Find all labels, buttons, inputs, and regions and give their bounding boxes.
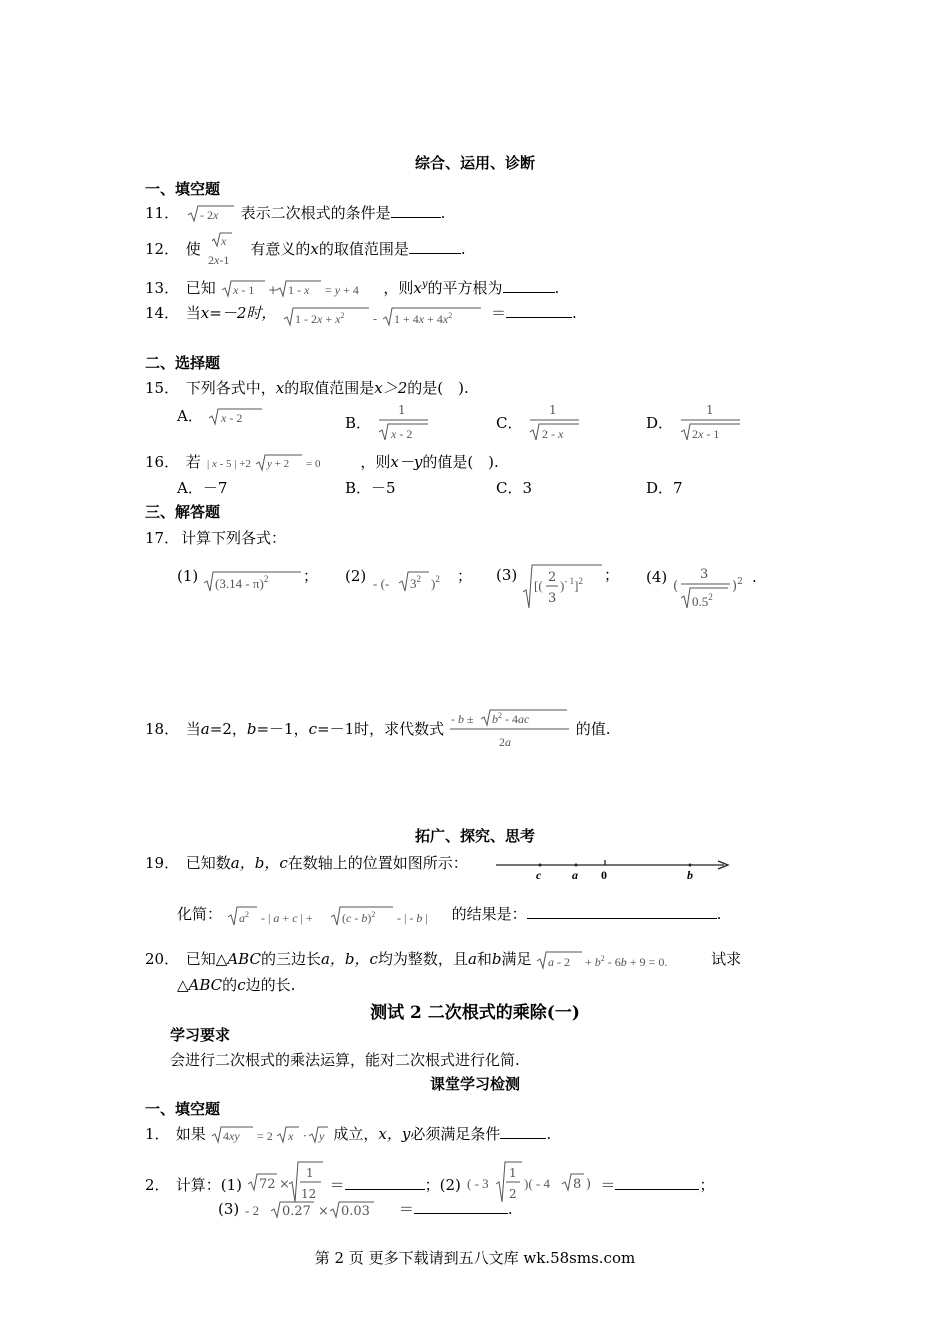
question-number: 11．	[145, 204, 180, 222]
section-title: 拓广、探究、思考	[414, 827, 535, 845]
svg-text:2a: 2a	[498, 735, 511, 749]
svg-text:a - 2: a - 2	[548, 955, 571, 969]
svg-text:×: ×	[318, 1204, 329, 1219]
question-number: 20．	[145, 950, 180, 968]
sqrt-expression	[203, 567, 303, 593]
answer-blank[interactable]	[345, 1175, 425, 1190]
question-19-line2: 化简： $a^2$ - | a + c | + (c - b)$^2$ - | - b | 的结果是： .	[177, 905, 722, 925]
q17-item-3: (3) [( 2 3 )$^{- 1}$]$^2$ ；	[496, 562, 619, 610]
question-number: 1．	[145, 1125, 170, 1143]
svg-text:)2: )$^2$	[732, 577, 743, 594]
svg-text:4xy: 4xy	[222, 1129, 240, 1143]
question-13: 13． 已知 x - 1 + 1 - x = y + 4 ，则$x^y$的平方根为 .	[145, 279, 560, 297]
svg-text:2x - 1: 2x - 1	[691, 427, 720, 441]
question-number: 13．	[145, 279, 180, 297]
svg-text:-: -	[373, 312, 378, 326]
svg-text:y: y	[318, 1129, 324, 1143]
q17-item-2: (2) - (- $3^2$ )$^2$ ；	[345, 567, 473, 591]
fraction-expression	[206, 230, 246, 268]
part-heading-fill: 一、填空题	[145, 180, 221, 198]
svg-text:- 2x: - 2x	[199, 208, 219, 222]
svg-text:): )	[585, 1177, 591, 1192]
svg-text:b2 - 4ac: $b^2 - 4ac$	[491, 711, 530, 726]
question-number: 19．	[145, 854, 180, 872]
answer-blank[interactable]	[391, 203, 441, 218]
svg-text:( - 3: ( - 3	[466, 1176, 489, 1191]
svg-text:1 + 4x + 4x2: $1 + 4x + 4x^2$	[394, 311, 453, 326]
question-15: 15． 下列各式中，x的取值范围是x＞2的是( ).	[145, 379, 469, 397]
svg-text:1: 1	[508, 1166, 517, 1180]
answer-blank[interactable]	[414, 1199, 508, 1214]
svg-text:)2: )$^2$	[431, 574, 440, 591]
axis-label: a	[572, 868, 578, 882]
svg-text:- (-: - (-	[373, 576, 390, 591]
question-1: 1． 如果 4xy = 2 x · y 成立，x，y必须满足条件 .	[145, 1125, 552, 1143]
option-b[interactable]: B． 1 x - 2	[345, 400, 432, 444]
condition-expression	[206, 453, 356, 473]
question-16: 16． 若 | x - 5 | +2 y + 2 = 0 ，则x－y的值是( ).	[145, 453, 499, 471]
svg-text:)( - 4: )( - 4	[523, 1176, 550, 1191]
question-20: 20． 已知△ABC的三边长a，b，c均为整数，且a和b满足 a - 2 + $b^2 - 6b + 9 = 0$. 试求	[145, 950, 742, 969]
question-number: 18．	[145, 720, 180, 738]
question-number: 12．	[145, 240, 180, 258]
option-a[interactable]: A． x - 2	[177, 405, 268, 427]
svg-text:3: 3	[700, 567, 709, 582]
svg-text:1: 1	[705, 403, 714, 417]
page-footer: 第 2 页 更多下载请到五八文库 wk.58sms.com	[314, 1249, 636, 1267]
question-18: 18． 当a=2，b=－1，c=－1时，求代数式 - b ± $b^2 - 4ac$ 2a 的值.	[145, 708, 610, 750]
svg-text:1: 1	[549, 403, 557, 417]
svg-text:1: 1	[305, 1166, 314, 1180]
fraction-expression	[678, 400, 744, 444]
svg-text:a2: $a^2$	[238, 910, 249, 925]
answer-blank[interactable]	[615, 1175, 699, 1190]
svg-text:0.52: $0.5^2$	[692, 592, 713, 609]
svg-text:| x - 5 | +2: | x - 5 | +2	[206, 458, 251, 470]
option-b[interactable]: B．－5	[345, 479, 396, 497]
requirement-text: 会进行二次根式的乘法运算，能对二次根式进行化简.	[170, 1051, 520, 1069]
fraction-expression	[376, 400, 432, 444]
answer-blank[interactable]	[409, 239, 461, 254]
svg-text:[(: [(	[534, 578, 543, 593]
fraction-expression	[672, 562, 752, 612]
question-number: 2．	[145, 1176, 170, 1194]
sqrt-equation	[211, 1125, 329, 1145]
fraction-expression	[449, 708, 571, 750]
svg-text:= 0: = 0	[305, 458, 321, 470]
sqrt-expression	[281, 304, 486, 328]
sqrt-expression	[186, 204, 236, 224]
svg-text:1 - 2x + x2: $1 - 2x + x^2$	[295, 311, 345, 326]
sqrt-expression	[208, 407, 268, 427]
option-a[interactable]: A．－7	[177, 479, 228, 497]
svg-text:0.03: 0.03	[341, 1204, 370, 1219]
svg-text:+: +	[267, 283, 278, 297]
option-c[interactable]: C． 1 2 - x	[496, 400, 583, 444]
question-14: 14． 当x=－2时， $1 - 2x + x^2$ - $1 + 4x + 4x^2$ ＝ .	[145, 304, 577, 326]
question-12: 12． 使 x 2x-1 有意义的x的取值范围是 .	[145, 230, 466, 268]
svg-text:0.27: 0.27	[282, 1204, 311, 1219]
section-title: 综合、运用、诊断	[414, 154, 535, 172]
question-number: 14．	[145, 304, 180, 322]
svg-text:y + 2: y + 2	[266, 458, 289, 470]
answer-blank[interactable]	[527, 904, 717, 919]
part-heading-answer: 三、解答题	[145, 503, 221, 521]
svg-text:1 - x: 1 - x	[287, 283, 309, 297]
answer-blank[interactable]	[500, 1124, 546, 1139]
svg-text:×: ×	[278, 1177, 290, 1192]
sqrt-equation	[221, 279, 379, 299]
condition-expression	[536, 949, 706, 971]
svg-text:72: 72	[258, 1177, 276, 1192]
question-text: 表示二次根式的条件是	[240, 204, 391, 222]
sqrt-expression	[522, 562, 604, 610]
svg-text:x - 2: x - 2	[220, 411, 242, 425]
svg-text:1: 1	[397, 403, 406, 417]
part-heading-choice: 二、选择题	[145, 354, 221, 372]
option-d[interactable]: D．7	[646, 479, 683, 497]
svg-text:- b ±: - b ±	[450, 712, 474, 726]
svg-text:12: 12	[300, 1187, 317, 1201]
svg-text:2: 2	[508, 1187, 517, 1201]
fraction-expression	[527, 400, 583, 444]
part-heading-fill: 一、填空题	[145, 1100, 221, 1118]
number-line	[492, 857, 732, 885]
svg-text:x - 2: x - 2	[390, 427, 413, 441]
q17-item-1: (1) (3.14 - π)$^2$ ；	[177, 567, 319, 591]
svg-text:)- 1]2: )$^{- 1}$]$^2$	[560, 576, 583, 593]
svg-text:- | - b |: - | - b |	[396, 911, 428, 925]
question-11: 11． - 2x 表示二次根式的条件是 .	[145, 204, 446, 222]
answer-blank[interactable]	[506, 303, 572, 318]
question-number: 17．	[145, 529, 180, 547]
answer-blank[interactable]	[503, 278, 555, 293]
sqrt-expression	[371, 567, 457, 593]
question-number: 16．	[145, 453, 180, 471]
question-number: 15．	[145, 379, 180, 397]
axis-label: b	[687, 868, 693, 882]
svg-text:2x-1: 2x-1	[207, 253, 229, 267]
svg-text:(3.14 - π)2: (3.14 - π)$^2$	[215, 574, 269, 591]
svg-text:x - 1: x - 1	[232, 283, 254, 297]
svg-text:32: $3^2$	[410, 574, 422, 591]
option-c[interactable]: C．3	[496, 479, 533, 497]
svg-text:x: x	[220, 234, 226, 248]
axis-label: 0	[601, 868, 607, 882]
q17-item-4: (4) ( 3 $0.5^2$ )$^2$ .	[646, 562, 757, 612]
svg-text:·: ·	[302, 1129, 307, 1143]
svg-text:2: 2	[548, 570, 557, 585]
question-19: 19． 已知数a，b，c在数轴上的位置如图所示：	[145, 854, 468, 872]
svg-text:2 - x: 2 - x	[542, 427, 564, 441]
svg-text:3: 3	[548, 591, 557, 606]
svg-text:8: 8	[572, 1177, 581, 1192]
class-section-title: 课堂学习检测	[429, 1075, 520, 1093]
svg-text:- 2: - 2	[245, 1203, 260, 1218]
product-expression	[244, 1200, 394, 1220]
question-20-line2: △ABC的c边的长.	[177, 976, 296, 994]
test-title: 测试 2 二次根式的乘除(一)	[370, 1003, 580, 1023]
question-17: 17． 计算下列各式：	[145, 529, 287, 547]
simplify-expression	[227, 903, 447, 927]
svg-text:- | a + c | +: - | a + c | +	[260, 911, 313, 925]
option-d[interactable]: D． 1 2x - 1	[646, 400, 744, 444]
svg-text:+ b2 - 6b + 9 = 0.: + $b^2 - 6b + 9 = 0$.	[585, 954, 668, 969]
svg-text:(c - b)2: (c - b)$^2$	[341, 910, 376, 925]
requirement-heading: 学习要求	[170, 1026, 231, 1044]
svg-text:= y + 4: = y + 4	[324, 283, 359, 297]
axis-label: c	[536, 868, 542, 882]
svg-text:(: (	[673, 579, 679, 594]
question-2: 2． 计算：(1) 72 × 1 12 ＝ ；(2) ( - 3 1 2 )( - 4 8 ) ＝ ；	[145, 1160, 714, 1204]
svg-text:x: x	[287, 1129, 293, 1143]
question-2-part-3: (3) - 2 0.27 × 0.03 ＝ .	[218, 1200, 513, 1219]
svg-text:= 2: = 2	[256, 1129, 273, 1143]
